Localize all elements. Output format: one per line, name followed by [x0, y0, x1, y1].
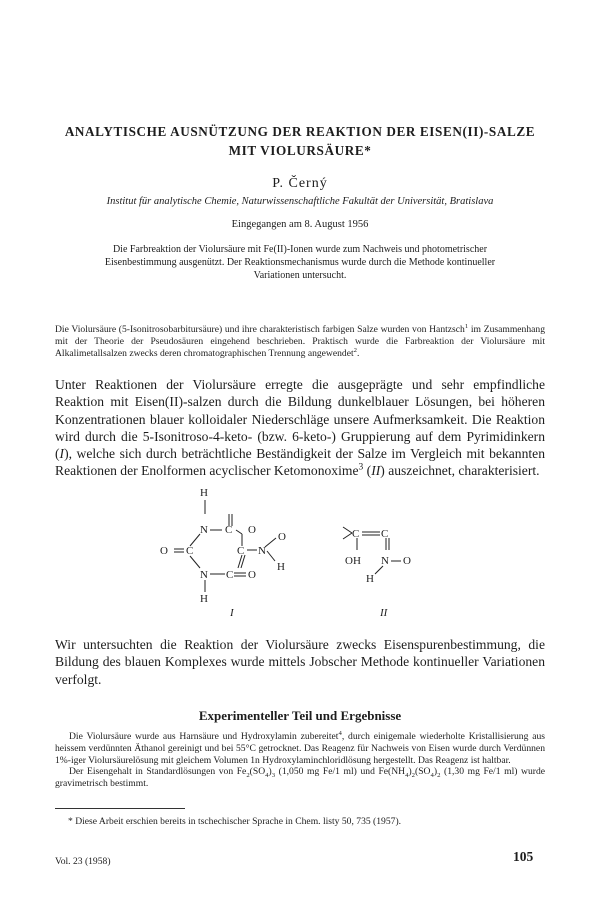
experimental-text	[55, 731, 545, 790]
atom-o-bottom: O	[248, 569, 256, 581]
citation-2: 2	[353, 347, 357, 355]
citation-1: 1	[464, 322, 469, 330]
journal-reference: Vol. 23 (1958)	[55, 856, 111, 867]
citation-3: 3	[358, 462, 364, 473]
experimental-paragraph-1: Die Violursäure wurde aus Harnsäure und Hydroxylamin zubereitet$^4$, durch einigemale wiederholte Kristallisierung aus heissem verdünnten Äthanol gereinigt und bei 55°C getrocknet. Das Reagenz für Nachweis von Eisen wurde durch Verdünnen 1%-iger Violursäurelösung mit gleichem Volumen 1n Hydroxylaminchloridlösung hergestellt. Das Reagenz ist haltbar.	[55, 729, 546, 766]
atom-h: H	[366, 573, 374, 585]
structure-II-label: II	[380, 607, 388, 619]
received-date: Eingegangen am 8. August 1956	[231, 219, 369, 230]
atom-c-bottom: C	[226, 569, 234, 581]
atom-h-top: H	[200, 487, 208, 499]
atom-o-top: O	[248, 524, 256, 536]
title-line-1: ANALYTISCHE AUSNÜTZUNG DER REAKTION DER EISEN(II)-SALZE	[64, 124, 536, 139]
footnote: * Diese Arbeit erschien bereits in tschechischer Sprache in Chem. listy 50, 735 (1957).	[68, 816, 402, 827]
atom-c2: C	[381, 528, 389, 540]
page-number: 105	[513, 849, 534, 864]
structure-I	[160, 487, 286, 619]
intro-paragraph: Die Violursäure (5-Isonitrosobarbitursäure) und ihre charakteristisch farbigen Salze wurden von Hantzsch$^1$ im Zusammenhang mit der Theorie der Pseudosäuren eingehend beschrieben. Praktisch wurde die Farbreaktion der Violursäure mit Alkalimetallsalzen zwecks deren chromatographischen Trennung angewendet$^2$.	[55, 322, 545, 360]
author-affiliation: Institut für analytische Chemie, Naturwissenschaftliche Fakultät der Universität, Bratislava	[106, 196, 494, 207]
atom-h-bottom: H	[200, 593, 208, 605]
title-line-2: MIT VIOLURSÄURE*	[228, 143, 372, 158]
atom-oh: OH	[345, 555, 361, 567]
author-name: P. Černý	[272, 176, 328, 191]
second-paragraph: Wir untersuchten die Reaktion der Violursäure zwecks Eisenspurenbestimmung, die Bildung des blauen Komplexes wurde mittels Jobscher Methode kontinueller Variationen verfolgt.	[55, 637, 545, 687]
atom-o-n: O	[403, 555, 411, 567]
structure-I-label: I	[230, 607, 234, 619]
atom-n-right: N	[258, 545, 266, 557]
footnote-divider	[55, 808, 185, 809]
section-heading: Experimenteller Teil und Ergebnisse	[198, 708, 402, 723]
atom-n-bottom: N	[200, 569, 208, 581]
atom-n-top: N	[200, 524, 208, 536]
atom-c1: C	[352, 528, 360, 540]
atom-o-nitroso: O	[278, 531, 286, 543]
atom-c-top: C	[225, 524, 233, 536]
atom-c-right: C	[237, 545, 245, 557]
experimental-paragraph-2: Der Eisengehalt in Standardlösungen von $Fe_2(SO_4)_3$ (1,050 mg Fe/1 ml) und $Fe(NH_4)_2(SO_4)_2$ (1,30 mg Fe/1 ml) wurde gravimetrisch bestimmt.	[55, 766, 546, 790]
main-paragraph: Unter Reaktionen der Violursäure erregte die ausgeprägte und sehr empfindliche Reaktion mit Eisen(II)-salzen durch die Bildung dunkelblauer Lösungen, bei höheren Konzentrationen blauer kolloidaler Niederschläge unsere Aufmerksamkeit. Die Reaktion wird durch die 5-Isonitroso-4-keto- (bzw. 6-keto-) Gruppierung auf dem Pyrimidinkern (I), welche sich durch beträchtliche Beständigkeit der Salze im Vergleich mit bekannten Reaktionen der Enolformen acyclischer Ketomonoxime$^3$ (II) auszeichnet, charakterisiert.	[55, 377, 545, 479]
atom-c-left: C	[186, 545, 194, 557]
structure-II	[343, 527, 411, 619]
citation-4: 4	[338, 729, 342, 737]
atom-n: N	[381, 555, 389, 567]
atom-o-left: O	[160, 545, 168, 557]
atom-h-oh: H	[277, 561, 285, 573]
abstract: Die Farbreaktion der Violursäure mit Fe(II)-Ionen wurde zum Nachweis und photometrischer Eisenbestimmung ausgenützt. Der Reaktionsmechanismus wurde durch die Methode kontinueller Variationen untersucht.	[104, 244, 496, 282]
